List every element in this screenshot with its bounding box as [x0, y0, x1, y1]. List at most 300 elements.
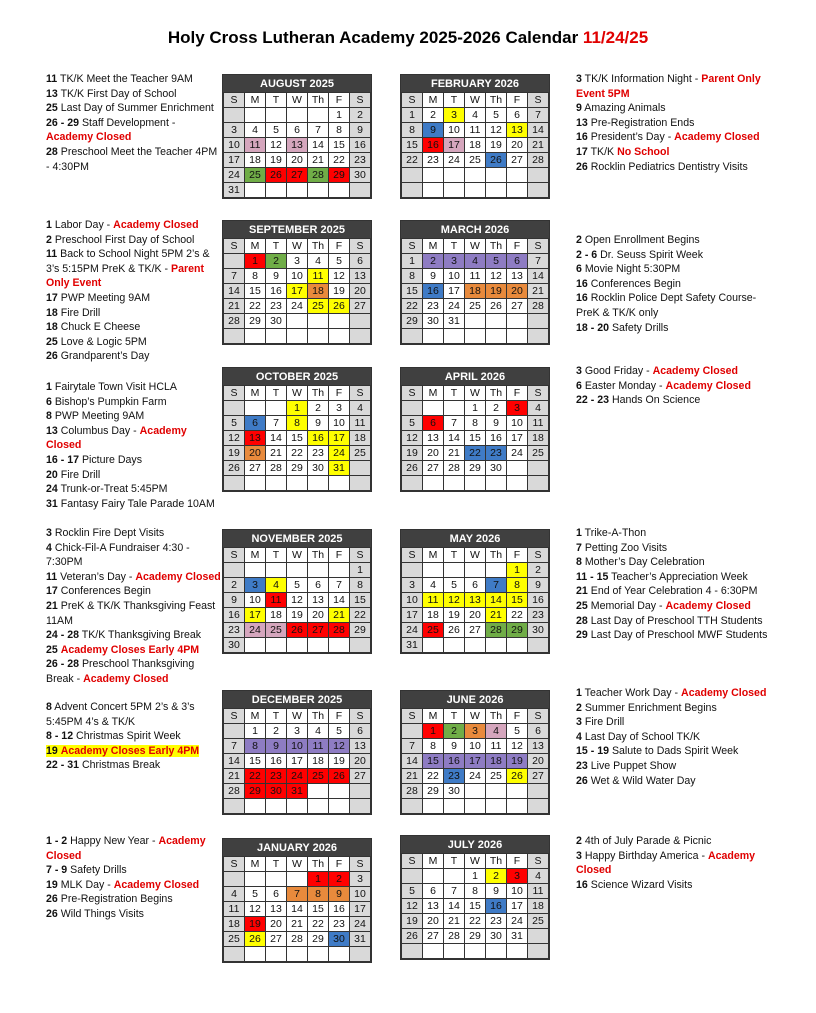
event-text: [576, 879, 692, 891]
empty-cell: [423, 799, 444, 814]
empty-cell: [444, 476, 465, 491]
day-cell: 16: [528, 593, 549, 608]
event-description: Safety Drills: [70, 864, 127, 877]
event-date: 15 - 19: [576, 745, 609, 758]
day-cell: 13: [423, 431, 444, 446]
day-cell: 16: [486, 431, 507, 446]
day-cell: 13: [423, 899, 444, 914]
event-date: 3: [576, 73, 582, 85]
event-text: [46, 483, 168, 495]
day-cell: 4: [350, 401, 371, 416]
day-cell: 17: [507, 899, 528, 914]
empty-cell: [308, 784, 329, 799]
day-cell: 25: [350, 446, 371, 461]
empty-cell: [402, 563, 423, 578]
empty-cell: [329, 947, 350, 962]
title-text: Holy Cross Lutheran Academy 2025-2026 Calendar: [167, 28, 579, 47]
day-cell: 23: [486, 914, 507, 929]
event-status: Academy Closed: [113, 219, 199, 231]
event-date: 1: [576, 687, 582, 699]
empty-cell: [224, 724, 245, 739]
event-status: Academy Closed: [576, 849, 756, 877]
weekday-label: F: [507, 239, 528, 254]
day-cell-yellow: 17: [329, 431, 350, 446]
day-cell-red: 23: [266, 769, 287, 784]
day-cell: 29: [350, 623, 371, 638]
day-cell: 31: [224, 183, 245, 198]
event-description: Easter Monday -: [584, 379, 663, 392]
week-row: [224, 578, 371, 593]
day-cell: 31: [444, 314, 465, 329]
events-march-2026: [576, 233, 776, 335]
weekday-label: S: [402, 386, 423, 401]
empty-cell: [465, 476, 486, 491]
day-cell-red: 25: [308, 769, 329, 784]
day-cell: 9: [486, 884, 507, 899]
day-cell: 4: [245, 123, 266, 138]
weekday-label: S: [350, 548, 371, 563]
day-cell: 30: [486, 929, 507, 944]
event-text: [46, 73, 193, 85]
events-february-2026: [576, 72, 776, 174]
event-text: [46, 219, 199, 231]
empty-cell: [224, 799, 245, 814]
day-cell: 2: [224, 578, 245, 593]
event-date: 24 - 28: [46, 629, 79, 642]
empty-cell: [308, 563, 329, 578]
day-cell: 23: [350, 153, 371, 168]
day-cell: 14: [287, 902, 308, 917]
event-date: 20: [46, 468, 58, 481]
empty-cell: [266, 872, 287, 887]
empty-cell: [465, 168, 486, 183]
event-description: Wild Things Visits: [60, 907, 144, 920]
day-cell: 26: [402, 929, 423, 944]
event-description: TK/K First Day of School: [60, 87, 177, 100]
empty-cell: [465, 784, 486, 799]
event-description: Teacher Work Day -: [584, 687, 679, 699]
event-date: 21: [576, 585, 588, 598]
weekday-label: T: [266, 709, 287, 724]
event-date: 13: [576, 116, 588, 129]
event-item: [576, 570, 776, 585]
month-grid: [223, 385, 371, 491]
day-cell: 5: [329, 724, 350, 739]
empty-cell: [266, 799, 287, 814]
event-item: [576, 160, 776, 175]
day-cell: 8: [245, 269, 266, 284]
week-row: [402, 153, 549, 168]
event-item: [576, 878, 776, 893]
event-item: [576, 774, 776, 789]
day-cell: 19: [486, 138, 507, 153]
day-cell-red: 2: [329, 872, 350, 887]
empty-cell: [224, 108, 245, 123]
empty-cell: [465, 944, 486, 959]
week-row: [402, 269, 549, 284]
day-cell-red: 19: [245, 917, 266, 932]
empty-cell: [402, 183, 423, 198]
empty-cell: [507, 314, 528, 329]
event-date: 6: [576, 379, 582, 392]
day-cell: 6: [287, 123, 308, 138]
event-description: Fantasy Fairy Tale Parade 10AM: [60, 497, 215, 510]
event-text: [46, 585, 151, 597]
day-cell-yellow: 11: [308, 269, 329, 284]
day-cell-red: 27: [287, 168, 308, 183]
week-row: [224, 431, 371, 446]
day-cell: 19: [224, 446, 245, 461]
day-cell: 28: [402, 784, 423, 799]
day-cell: 27: [465, 623, 486, 638]
weekday-label: S: [350, 857, 371, 872]
calendar-october-2025: [222, 367, 372, 492]
day-cell-green: 2: [444, 724, 465, 739]
event-item: [46, 233, 222, 248]
empty-cell: [266, 329, 287, 344]
empty-cell: [444, 944, 465, 959]
month-header: JANUARY 2026: [223, 839, 371, 856]
empty-cell: [224, 401, 245, 416]
weekday-label: Th: [486, 93, 507, 108]
event-date: 7: [576, 541, 582, 554]
event-item: [46, 628, 222, 643]
event-text: [46, 307, 100, 319]
weekday-label: T: [444, 709, 465, 724]
day-cell: 29: [423, 784, 444, 799]
day-cell: 4: [465, 108, 486, 123]
event-description: PWP Meeting 9AM: [54, 410, 145, 423]
calendar-april-2026: [400, 367, 550, 492]
weekday-label: F: [507, 854, 528, 869]
event-description: Chuck E Cheese: [60, 321, 141, 334]
event-item: [46, 584, 222, 599]
empty-cell: [350, 638, 371, 653]
weekday-label: W: [465, 854, 486, 869]
weekday-label: M: [423, 548, 444, 563]
event-description: PreK & TK/K Thanksgiving Feast 11AM: [46, 599, 216, 627]
day-cell: 12: [507, 739, 528, 754]
day-cell: 2: [308, 401, 329, 416]
event-date: 26 - 29: [46, 116, 79, 129]
event-item: [46, 878, 222, 893]
event-text: [576, 615, 763, 627]
event-item: [576, 614, 776, 629]
day-cell: 4: [308, 254, 329, 269]
day-cell: 7: [224, 269, 245, 284]
day-cell: 4: [528, 401, 549, 416]
event-description: Labor Day -: [54, 219, 111, 231]
event-status: Academy Closed: [665, 599, 751, 612]
event-item: [46, 599, 222, 628]
week-row: [402, 739, 549, 754]
day-cell: 16: [350, 138, 371, 153]
empty-cell: [224, 329, 245, 344]
event-status: Academy Closed: [665, 379, 751, 392]
day-cell: 4: [528, 869, 549, 884]
weekday-label: S: [528, 386, 549, 401]
weekday-label: S: [224, 93, 245, 108]
event-item: [46, 72, 222, 87]
event-text: [46, 864, 127, 876]
event-date: 18: [46, 306, 58, 319]
week-row: [402, 578, 549, 593]
event-status: Academy Closed: [681, 687, 767, 699]
day-cell: 27: [245, 461, 266, 476]
event-status: Academy Closed: [46, 424, 187, 452]
day-cell: 13: [507, 269, 528, 284]
weekday-label: S: [402, 239, 423, 254]
day-cell: 4: [423, 578, 444, 593]
events-january-2026: [46, 834, 222, 922]
event-description: TK/K Meet the Teacher 9AM: [59, 73, 193, 85]
weekday-label: W: [465, 93, 486, 108]
event-description: Back to School Night 5PM 2’s & 3’s 5:15PM PreK & TK/K -: [46, 248, 210, 275]
day-cell-purple: 3: [444, 254, 465, 269]
day-cell: 14: [444, 899, 465, 914]
event-date: 26 - 28: [46, 658, 79, 671]
day-cell: 24: [350, 917, 371, 932]
weekday-label: S: [350, 709, 371, 724]
week-row: [402, 784, 549, 799]
day-cell: 24: [224, 168, 245, 183]
week-row: [402, 123, 549, 138]
event-item: [576, 321, 776, 336]
event-date: 8: [46, 410, 52, 423]
day-cell: 22: [350, 608, 371, 623]
day-cell: 15: [308, 902, 329, 917]
event-item: [46, 526, 222, 541]
day-cell: 24: [444, 153, 465, 168]
empty-cell: [507, 329, 528, 344]
empty-cell: [224, 254, 245, 269]
month-grid: [401, 853, 549, 959]
event-description: Preschool Meet the Teacher 4PM - 4:30PM: [46, 145, 218, 173]
empty-cell: [245, 563, 266, 578]
week-row: [402, 401, 549, 416]
day-cell: 14: [528, 123, 549, 138]
day-cell-blue: 9: [423, 123, 444, 138]
empty-cell: [266, 563, 287, 578]
event-date: 7 - 9: [46, 864, 68, 877]
empty-cell: [528, 799, 549, 814]
event-text: [576, 571, 748, 583]
day-cell: 10: [402, 593, 423, 608]
day-cell: 14: [266, 431, 287, 446]
day-cell-yellow: 3: [444, 108, 465, 123]
day-cell-red: 29: [245, 784, 266, 799]
day-cell: 11: [528, 416, 549, 431]
day-cell: 12: [224, 431, 245, 446]
day-cell: 5: [402, 884, 423, 899]
day-cell-yellow: 14: [486, 593, 507, 608]
week-row: [224, 608, 371, 623]
day-cell: 3: [287, 254, 308, 269]
day-cell: 3: [224, 123, 245, 138]
day-cell: 19: [266, 153, 287, 168]
empty-cell: [350, 784, 371, 799]
weekday-header-row: [402, 854, 549, 869]
day-cell: 1: [402, 108, 423, 123]
event-text: [576, 322, 668, 334]
day-cell: 20: [350, 284, 371, 299]
empty-cell: [245, 947, 266, 962]
weekday-label: M: [423, 386, 444, 401]
event-text: [46, 117, 175, 144]
event-date: 29: [576, 629, 588, 642]
week-row: [224, 284, 371, 299]
event-status: Academy Closed: [113, 878, 200, 891]
day-cell-blue: 23: [444, 769, 465, 784]
day-cell: 27: [423, 461, 444, 476]
event-date: 28: [46, 145, 58, 158]
event-item: [576, 759, 776, 774]
day-cell: 9: [444, 739, 465, 754]
day-cell-orange: 18: [465, 284, 486, 299]
weekday-label: S: [528, 239, 549, 254]
empty-cell: [329, 563, 350, 578]
day-cell: 6: [350, 254, 371, 269]
week-row: [224, 299, 371, 314]
weekday-label: F: [329, 709, 350, 724]
event-description: Memorial Day -: [590, 599, 663, 612]
empty-cell: [423, 329, 444, 344]
day-cell-red: 3: [507, 869, 528, 884]
event-status: Academy Closed: [46, 835, 206, 862]
events-november-2025: [46, 526, 222, 687]
event-date: 3: [576, 849, 582, 862]
event-item: [46, 729, 222, 744]
day-cell: 14: [224, 284, 245, 299]
day-cell: 11: [465, 123, 486, 138]
month-grid: [401, 92, 549, 198]
weekday-label: T: [266, 239, 287, 254]
day-cell: 19: [287, 608, 308, 623]
event-text: [46, 658, 194, 685]
empty-cell: [287, 329, 308, 344]
weekday-label: F: [507, 93, 528, 108]
day-cell-yellow: 17: [287, 284, 308, 299]
day-cell: 20: [507, 138, 528, 153]
empty-cell: [507, 461, 528, 476]
event-description: Veteran’s Day -: [60, 570, 133, 583]
day-cell-blue: 22: [465, 446, 486, 461]
day-cell: 27: [507, 299, 528, 314]
event-text: [576, 702, 717, 714]
day-cell: 7: [224, 739, 245, 754]
event-date: 25: [46, 335, 58, 348]
day-cell: 29: [465, 929, 486, 944]
month-header: MARCH 2026: [401, 221, 549, 238]
event-item: [576, 555, 776, 570]
event-item: [46, 395, 222, 410]
event-date: 25: [576, 599, 588, 612]
day-cell: 7: [528, 108, 549, 123]
day-cell: 19: [402, 446, 423, 461]
empty-cell: [266, 401, 287, 416]
day-cell: 28: [266, 461, 287, 476]
week-row: [224, 563, 371, 578]
weekday-label: S: [224, 709, 245, 724]
event-item: [46, 424, 222, 453]
event-text: [576, 278, 681, 290]
event-status: Academy Closes Early 4PM: [60, 744, 200, 757]
day-cell-yellow: 4: [266, 578, 287, 593]
empty-cell: [308, 108, 329, 123]
day-cell: 26: [224, 461, 245, 476]
weekday-label: S: [528, 854, 549, 869]
empty-cell: [308, 799, 329, 814]
week-row: [402, 754, 549, 769]
calendar-september-2025: [222, 220, 372, 345]
empty-cell: [486, 183, 507, 198]
day-cell: 18: [224, 917, 245, 932]
empty-cell: [308, 329, 329, 344]
week-row: [402, 593, 549, 608]
weekday-header-row: [402, 93, 549, 108]
empty-cell: [245, 799, 266, 814]
empty-cell: [245, 108, 266, 123]
week-row: [402, 884, 549, 899]
event-text: [46, 381, 177, 393]
day-cell: 12: [402, 899, 423, 914]
empty-cell: [266, 476, 287, 491]
event-date: 1: [46, 381, 52, 393]
event-text: [46, 527, 164, 539]
day-cell: 24: [507, 446, 528, 461]
day-cell: 21: [444, 446, 465, 461]
weekday-label: Th: [486, 386, 507, 401]
event-date: 1: [576, 527, 582, 539]
week-row: [224, 168, 371, 183]
event-date: 8 - 12: [46, 730, 74, 743]
day-cell-orange: 20: [507, 284, 528, 299]
day-cell: 18: [528, 431, 549, 446]
weekday-label: Th: [308, 93, 329, 108]
day-cell: 30: [350, 168, 371, 183]
empty-cell: [528, 183, 549, 198]
day-cell: 8: [465, 416, 486, 431]
day-cell-purple: 11: [308, 739, 329, 754]
empty-cell: [507, 784, 528, 799]
event-text: [576, 850, 755, 877]
event-item: [576, 101, 776, 116]
weekday-label: W: [465, 709, 486, 724]
empty-cell: [444, 183, 465, 198]
day-cell-green: 28: [486, 623, 507, 638]
day-cell-purple: 8: [245, 739, 266, 754]
calendar-june-2026: [400, 690, 550, 815]
event-description: Fire Drill: [60, 306, 101, 319]
day-cell: 30: [266, 314, 287, 329]
event-description: Last Day of Preschool TTH Students: [590, 614, 763, 627]
day-cell-purple: 2: [423, 254, 444, 269]
event-description: Love & Logic 5PM: [60, 335, 147, 348]
empty-cell: [402, 168, 423, 183]
day-cell-blue: 16: [486, 899, 507, 914]
empty-cell: [402, 401, 423, 416]
day-cell: 1: [465, 869, 486, 884]
day-cell: 7: [528, 254, 549, 269]
day-cell: 21: [528, 284, 549, 299]
empty-cell: [444, 638, 465, 653]
event-text: [576, 263, 680, 275]
week-row: [402, 446, 549, 461]
week-row: [402, 168, 549, 183]
event-description: Rocklin Pediatrics Dentistry Visits: [590, 160, 748, 173]
weekday-label: F: [507, 709, 528, 724]
event-text: [46, 102, 214, 114]
